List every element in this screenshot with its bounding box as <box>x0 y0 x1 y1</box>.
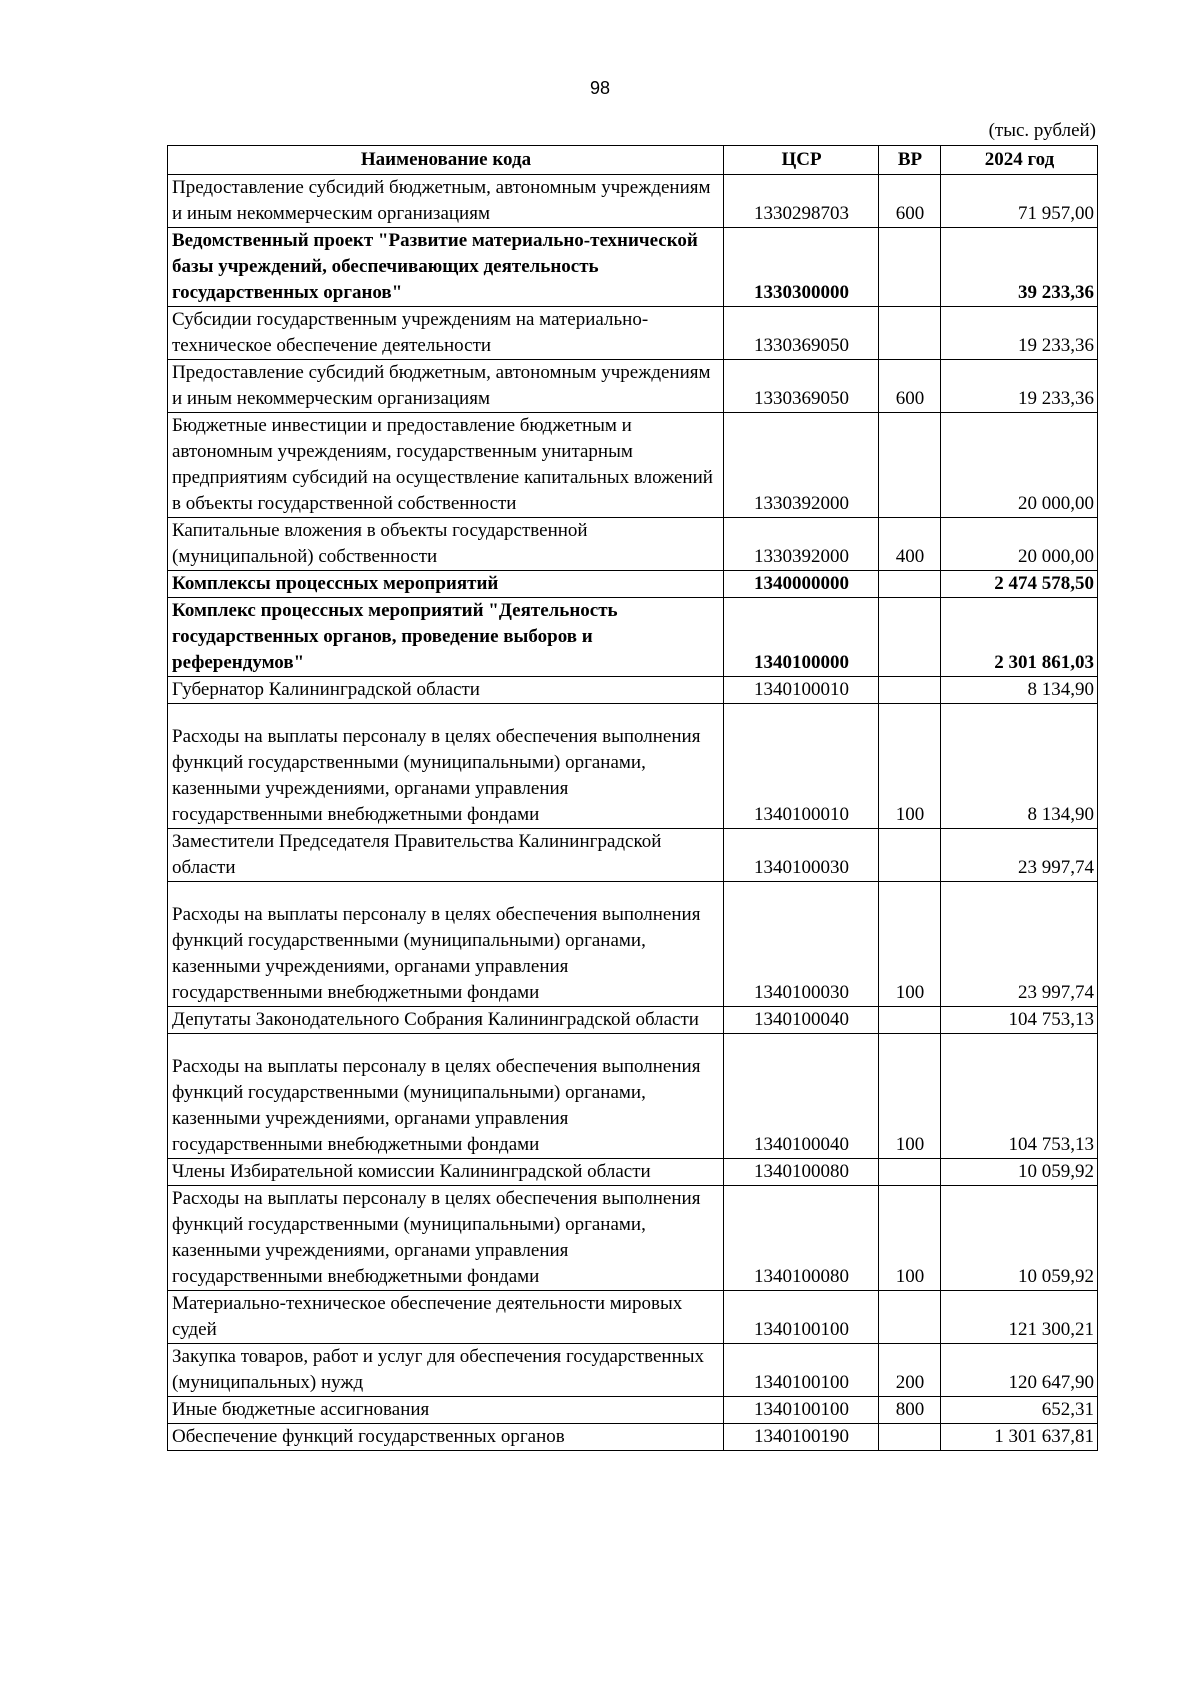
row-sum: 104 753,13 <box>941 1034 1098 1159</box>
header-year: 2024 год <box>941 146 1098 175</box>
row-csr: 1340100080 <box>724 1159 879 1186</box>
row-vr <box>879 598 941 677</box>
row-csr: 1340100100 <box>724 1397 879 1424</box>
table-row <box>168 1186 1098 1291</box>
row-vr <box>879 413 941 518</box>
row-csr: 1330392000 <box>724 518 879 571</box>
row-name: Предоставление субсидий бюджетным, автономным учреждениям и иным некоммерческим организациям <box>168 360 724 413</box>
row-csr: 1340100030 <box>724 882 879 1007</box>
row-sum: 39 233,36 <box>941 228 1098 307</box>
row-name: Расходы на выплаты персоналу в целях обеспечения выполнения функций государственными (муниципальными) органами, казенными учреждениями, органами управления государственными внебюджетными фондами <box>168 882 724 1007</box>
header-name: Наименование кода <box>168 146 724 175</box>
table-row <box>168 829 1098 882</box>
row-csr: 1340100000 <box>724 598 879 677</box>
table-row <box>168 1424 1098 1451</box>
table-row <box>168 1034 1098 1159</box>
row-sum: 104 753,13 <box>941 1007 1098 1034</box>
row-csr: 1340100040 <box>724 1034 879 1159</box>
row-name: Материально-техническое обеспечение деятельности мировых судей <box>168 1291 724 1344</box>
row-csr: 1340100030 <box>724 829 879 882</box>
row-vr <box>879 1291 941 1344</box>
row-vr <box>879 307 941 360</box>
row-vr <box>879 1159 941 1186</box>
row-sum: 2 474 578,50 <box>941 571 1098 598</box>
row-sum: 20 000,00 <box>941 518 1098 571</box>
row-sum: 19 233,36 <box>941 307 1098 360</box>
row-name: Бюджетные инвестиции и предоставление бюджетным и автономным учреждениям, государственным унитарным предприятиям субсидий на осуществление капитальных вложений в объекты государственной собственности <box>168 413 724 518</box>
table-row <box>168 360 1098 413</box>
row-vr <box>879 571 941 598</box>
table-row <box>168 677 1098 704</box>
row-vr <box>879 228 941 307</box>
row-vr: 400 <box>879 518 941 571</box>
row-name: Расходы на выплаты персоналу в целях обеспечения выполнения функций государственными (муниципальными) органами, казенными учреждениями, органами управления государственными внебюджетными фондами <box>168 704 724 829</box>
table-row <box>168 518 1098 571</box>
row-csr: 1330300000 <box>724 228 879 307</box>
row-sum: 652,31 <box>941 1397 1098 1424</box>
row-csr: 1340100080 <box>724 1186 879 1291</box>
row-csr: 1340100010 <box>724 704 879 829</box>
row-vr: 600 <box>879 175 941 228</box>
row-vr: 600 <box>879 360 941 413</box>
row-csr: 1330369050 <box>724 360 879 413</box>
table-row <box>168 1291 1098 1344</box>
row-csr: 1330392000 <box>724 413 879 518</box>
row-name: Расходы на выплаты персоналу в целях обеспечения выполнения функций государственными (муниципальными) органами, казенными учреждениями, органами управления государственными внебюджетными фондами <box>168 1186 724 1291</box>
row-vr: 200 <box>879 1344 941 1397</box>
table-header-row <box>168 146 1098 175</box>
row-vr: 100 <box>879 882 941 1007</box>
row-sum: 20 000,00 <box>941 413 1098 518</box>
table-row <box>168 413 1098 518</box>
row-sum: 71 957,00 <box>941 175 1098 228</box>
row-sum: 23 997,74 <box>941 882 1098 1007</box>
row-name: Заместители Председателя Правительства Калининградской области <box>168 829 724 882</box>
row-sum: 1 301 637,81 <box>941 1424 1098 1451</box>
row-csr: 1330369050 <box>724 307 879 360</box>
row-csr: 1340100100 <box>724 1344 879 1397</box>
row-csr: 1330298703 <box>724 175 879 228</box>
row-vr <box>879 1007 941 1034</box>
row-name: Депутаты Законодательного Собрания Калининградской области <box>168 1007 724 1034</box>
header-vr: ВР <box>879 146 941 175</box>
table-row <box>168 1007 1098 1034</box>
table-row <box>168 1159 1098 1186</box>
row-name: Комплексы процессных мероприятий <box>168 571 724 598</box>
row-sum: 10 059,92 <box>941 1159 1098 1186</box>
row-sum: 121 300,21 <box>941 1291 1098 1344</box>
row-name: Закупка товаров, работ и услуг для обеспечения государственных (муниципальных) нужд <box>168 1344 724 1397</box>
row-sum: 19 233,36 <box>941 360 1098 413</box>
table-row <box>168 704 1098 829</box>
row-name: Губернатор Калининградской области <box>168 677 724 704</box>
row-csr: 1340000000 <box>724 571 879 598</box>
row-csr: 1340100100 <box>724 1291 879 1344</box>
row-vr <box>879 829 941 882</box>
row-name: Капитальные вложения в объекты государственной (муниципальной) собственности <box>168 518 724 571</box>
budget-table <box>167 145 1098 1451</box>
table-row <box>168 307 1098 360</box>
table-row <box>168 598 1098 677</box>
row-name: Члены Избирательной комиссии Калининградской области <box>168 1159 724 1186</box>
row-name: Иные бюджетные ассигнования <box>168 1397 724 1424</box>
row-vr <box>879 677 941 704</box>
row-vr: 100 <box>879 1186 941 1291</box>
row-csr: 1340100010 <box>724 677 879 704</box>
row-sum: 120 647,90 <box>941 1344 1098 1397</box>
table-row <box>168 1344 1098 1397</box>
row-vr: 100 <box>879 704 941 829</box>
table-row <box>168 175 1098 228</box>
table-row <box>168 1397 1098 1424</box>
row-name: Обеспечение функций государственных органов <box>168 1424 724 1451</box>
row-sum: 8 134,90 <box>941 677 1098 704</box>
row-name: Расходы на выплаты персоналу в целях обеспечения выполнения функций государственными (муниципальными) органами, казенными учреждениями, органами управления государственными внебюджетными фондами <box>168 1034 724 1159</box>
row-sum: 8 134,90 <box>941 704 1098 829</box>
row-name: Комплекс процессных мероприятий "Деятельность государственных органов, проведение выборов и референдумов" <box>168 598 724 677</box>
row-csr: 1340100040 <box>724 1007 879 1034</box>
header-csr: ЦСР <box>724 146 879 175</box>
row-name: Ведомственный проект "Развитие материально-технической базы учреждений, обеспечивающих деятельность государственных органов" <box>168 228 724 307</box>
units-label: (тыс. рублей) <box>988 120 1096 141</box>
table-body <box>168 175 1098 1451</box>
row-vr: 800 <box>879 1397 941 1424</box>
row-vr: 100 <box>879 1034 941 1159</box>
row-name: Предоставление субсидий бюджетным, автономным учреждениям и иным некоммерческим организациям <box>168 175 724 228</box>
row-sum: 23 997,74 <box>941 829 1098 882</box>
table-row <box>168 228 1098 307</box>
table-row <box>168 571 1098 598</box>
row-vr <box>879 1424 941 1451</box>
table-row <box>168 882 1098 1007</box>
row-name: Субсидии государственным учреждениям на материально-техническое обеспечение деятельности <box>168 307 724 360</box>
page-number: 98 <box>589 78 611 98</box>
row-sum: 10 059,92 <box>941 1186 1098 1291</box>
row-csr: 1340100190 <box>724 1424 879 1451</box>
row-sum: 2 301 861,03 <box>941 598 1098 677</box>
